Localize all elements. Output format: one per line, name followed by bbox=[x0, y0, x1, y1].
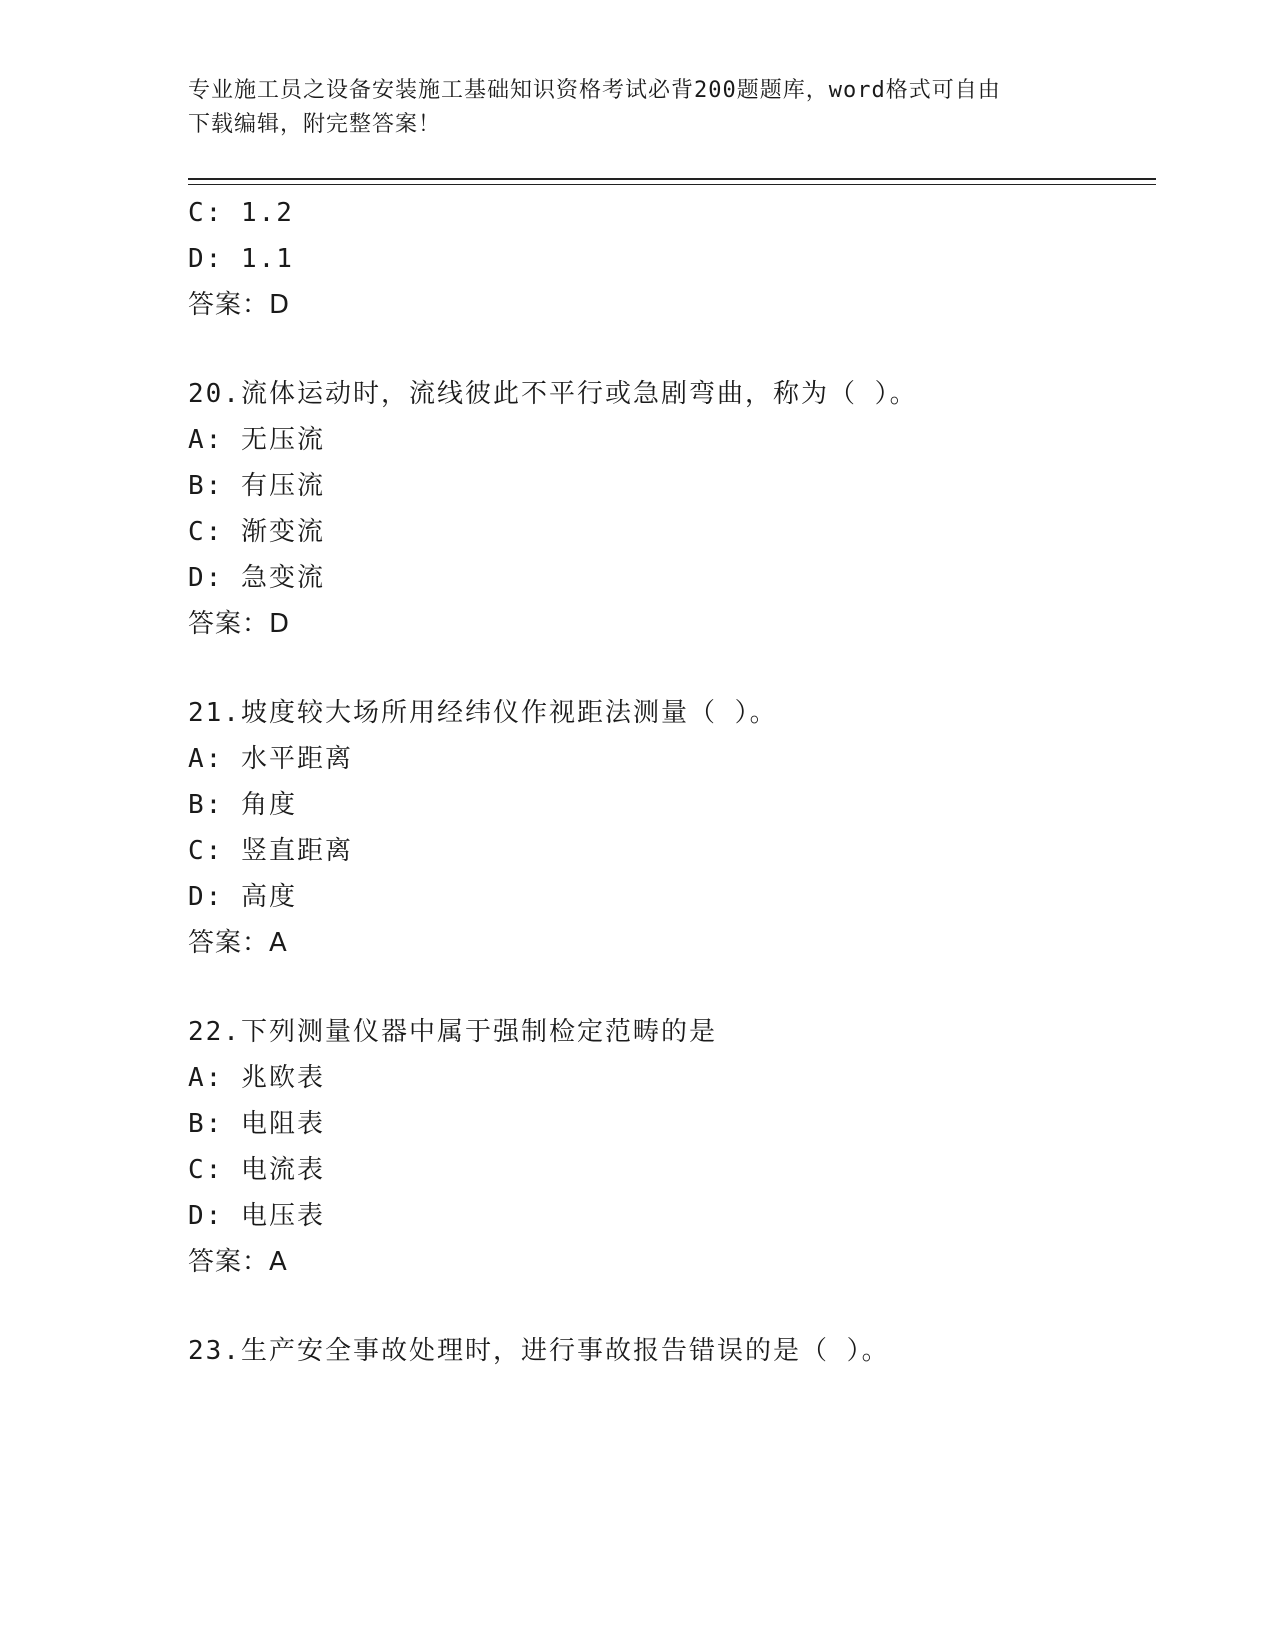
answer-line: 答案：D bbox=[188, 609, 291, 639]
option-d: D: 高度 bbox=[188, 882, 297, 912]
header-divider bbox=[188, 178, 1156, 185]
answer-line: 答案：D bbox=[188, 290, 291, 320]
document-header bbox=[188, 74, 1068, 142]
option-a: A: 无压流 bbox=[188, 425, 325, 455]
question-22 bbox=[188, 1009, 1156, 1285]
option-a: A: 兆欧表 bbox=[188, 1063, 325, 1093]
option-d: D: 电压表 bbox=[188, 1201, 325, 1231]
option-d: D: 1.1 bbox=[188, 244, 294, 274]
option-c: C: 1.2 bbox=[188, 198, 294, 228]
option-b: B: 电阻表 bbox=[188, 1109, 325, 1139]
header-line-2: 下载编辑，附完整答案！ bbox=[188, 112, 442, 137]
option-b: B: 有压流 bbox=[188, 471, 325, 501]
header-line-1: 专业施工员之设备安装施工基础知识资格考试必背200题题库，word格式可自由 bbox=[188, 78, 1001, 103]
option-a: A: 水平距离 bbox=[188, 744, 353, 774]
question-23 bbox=[188, 1328, 1156, 1374]
document-body bbox=[188, 190, 1156, 1374]
option-c: C: 电流表 bbox=[188, 1155, 325, 1185]
question-title: 20.流体运动时，流线彼此不平行或急剧弯曲，称为（ ）。 bbox=[188, 379, 918, 409]
option-d: D: 急变流 bbox=[188, 563, 325, 593]
question-title: 22.下列测量仪器中属于强制检定范畴的是 bbox=[188, 1017, 717, 1047]
option-c: C: 竖直距离 bbox=[188, 836, 353, 866]
option-b: B: 角度 bbox=[188, 790, 297, 820]
previous-question-tail bbox=[188, 190, 1156, 328]
question-21 bbox=[188, 690, 1156, 966]
answer-line: 答案：A bbox=[188, 928, 288, 958]
question-20 bbox=[188, 371, 1156, 647]
question-title: 21.坡度较大场所用经纬仪作视距法测量（ ）。 bbox=[188, 698, 778, 728]
option-c: C: 渐变流 bbox=[188, 517, 325, 547]
question-title: 23.生产安全事故处理时，进行事故报告错误的是（ ）。 bbox=[188, 1336, 890, 1366]
answer-line: 答案：A bbox=[188, 1247, 288, 1277]
